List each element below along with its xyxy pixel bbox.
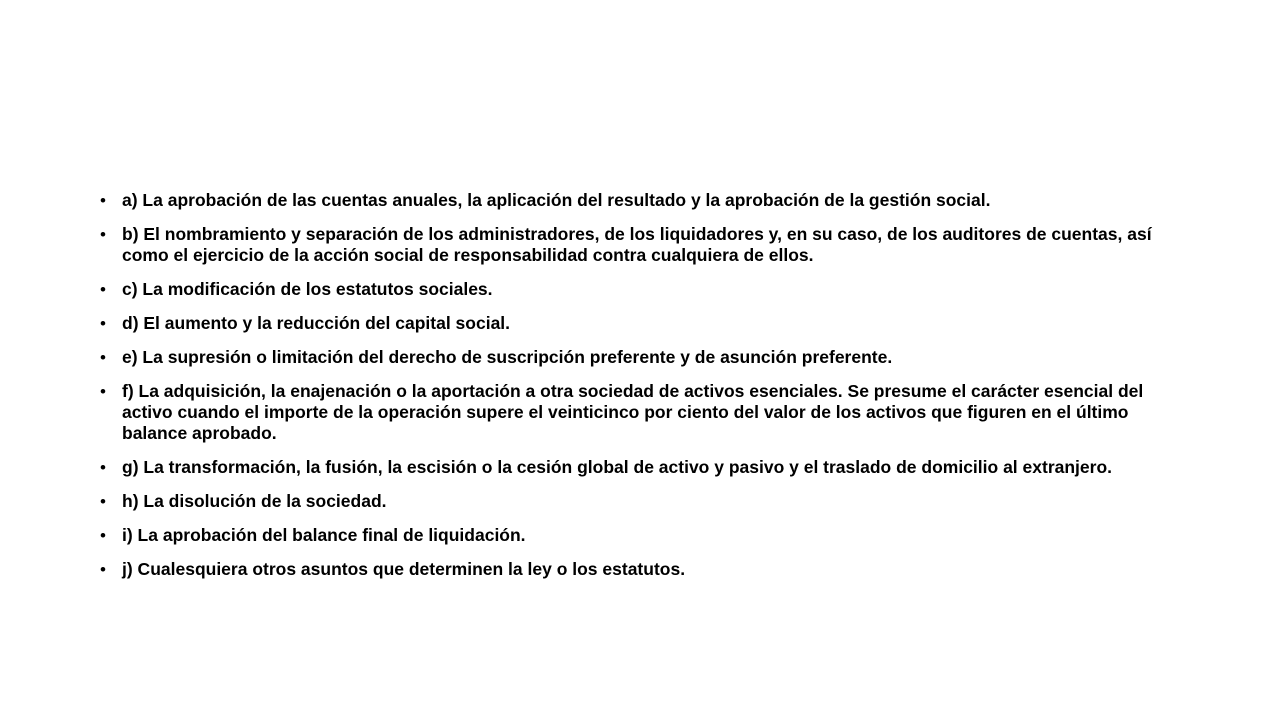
list-item-a [100, 190, 1185, 211]
list-item-i [100, 525, 1185, 546]
bullet-icon: • [100, 560, 106, 579]
bullet-icon: • [100, 348, 106, 367]
list-item-d [100, 313, 1185, 334]
bullet-icon: • [100, 314, 106, 333]
list-item-text: b) El nombramiento y separación de los administradores, de los liquidadores y, en su caso, de los auditores de cuentas, así como el ejercicio de la acción social de responsabilidad contra cualquiera de ellos. [122, 224, 1152, 265]
bullet-icon: • [100, 225, 106, 244]
bullet-icon: • [100, 280, 106, 299]
list-item-text: a) La aprobación de las cuentas anuales, la aplicación del resultado y la aprobación de la gestión social. [122, 190, 991, 210]
bullet-icon: • [100, 382, 106, 401]
list-item-text: g) La transformación, la fusión, la escisión o la cesión global de activo y pasivo y el traslado de domicilio al extranjero. [122, 457, 1113, 477]
list-item-text: d) El aumento y la reducción del capital social. [122, 313, 511, 333]
bullet-icon: • [100, 526, 106, 545]
list-item-text: i) La aprobación del balance final de liquidación. [122, 525, 526, 545]
list-item-text: h) La disolución de la sociedad. [122, 491, 387, 511]
list-item-e [100, 347, 1185, 368]
list-item-text: f) La adquisición, la enajenación o la aportación a otra sociedad de activos esenciales. Se presume el carácter esencial del activo cuando el importe de la operación supere el veinticinco por ciento del valor de los activos que figuren en el último balance aprobado. [122, 381, 1144, 443]
bullet-list [100, 190, 1185, 593]
list-item-h [100, 491, 1185, 512]
bullet-icon: • [100, 492, 106, 511]
list-item-b [100, 224, 1185, 266]
list-item-text: j) Cualesquiera otros asuntos que determinen la ley o los estatutos. [122, 559, 686, 579]
list-item-f [100, 381, 1185, 444]
bullet-icon: • [100, 191, 106, 210]
list-item-g [100, 457, 1185, 478]
bullet-icon: • [100, 458, 106, 477]
list-item-text: c) La modificación de los estatutos sociales. [122, 279, 493, 299]
list-item-c [100, 279, 1185, 300]
list-item-text: e) La supresión o limitación del derecho de suscripción preferente y de asunción preferente. [122, 347, 893, 367]
list-item-j [100, 559, 1185, 580]
